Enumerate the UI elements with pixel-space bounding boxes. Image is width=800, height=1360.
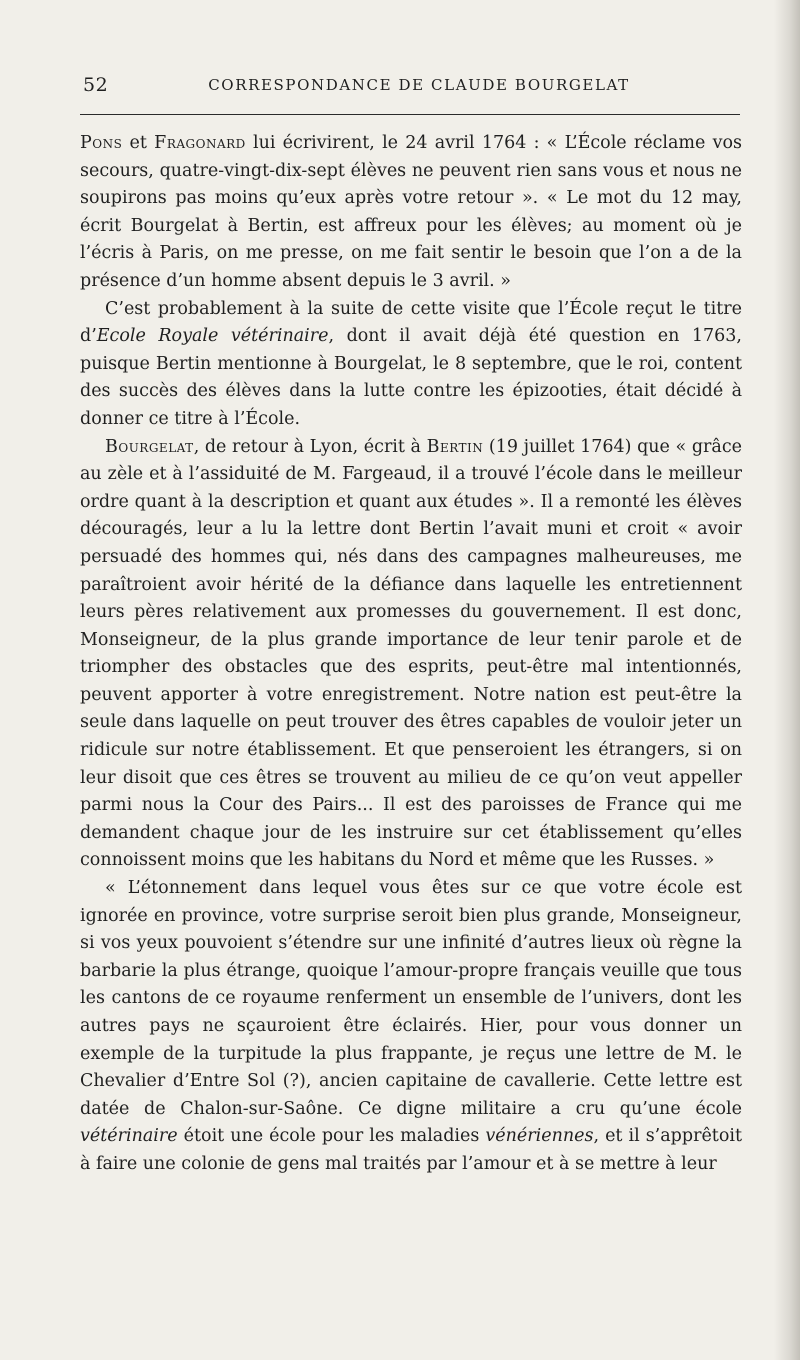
name-bourgelat: Bourgelat — [105, 436, 194, 457]
paragraph-4-italic-b: vénériennes — [485, 1126, 594, 1147]
paragraph-2-text-a: C’est probablement à la suite de cette visite que l’École reçut le titre d’ — [80, 298, 742, 347]
page-edge-shadow — [774, 0, 800, 1360]
paragraph-1 — [80, 130, 742, 296]
running-title: CORRESPONDANCE DE CLAUDE BOURGELAT — [208, 76, 630, 94]
paragraph-4-text-a: « L’étonnement dans lequel vous êtes sur ce que votre école est ignorée en province, votre surprise seroit bien plus grande, Monseigneur, si vos yeux pouvoient s’étendre sur une infinité d’autres lieux où règne la barbarie la plus étrange, quoique l’amour-propre français veuille que tous les cantons de ce royaume renferment un ensemble de l’univers, dont les autres pays ne sçauroient être éclairés. Hier, pour vous donner un exemple de la turpitude la plus frappante, je reçus une lettre de M. le Chevalier d’Entre Sol (?), ancien capitaine de cavallerie. Cette lettre est datée de Chalon-sur-Saône. Ce digne militaire a cru qu’une école — [80, 878, 742, 1119]
author-pons: Pons — [80, 133, 123, 153]
paragraph-4-text-b: étoit une école pour les maladies — [177, 1126, 486, 1147]
paragraph-1-text-a: et — [122, 133, 155, 153]
paragraph-4 — [80, 875, 742, 1179]
paragraph-2-text-b: , dont il avait déjà été question en 1763, puisque Bertin mentionne à Bourgelat, le 8 septembre, que le roi, content des succès des élèves dans la lutte contre les épizooties, était décidé à donner ce titre à l’École. — [80, 326, 742, 429]
paragraph-2-italic: Ecole Royale vétérinaire — [96, 326, 329, 347]
page-number: 52 — [83, 74, 109, 96]
body-text — [80, 130, 742, 1179]
author-fragonard: Fragonard — [154, 133, 246, 153]
paragraph-2 — [80, 296, 742, 434]
header-rule — [80, 114, 740, 115]
paragraph-3 — [80, 434, 742, 876]
page-header — [80, 74, 740, 104]
name-bertin: Bertin — [426, 436, 484, 457]
paragraph-1-text-b: lui écrivirent, le 24 avril 1764 : « L’École réclame vos secours, quatre-vingt-dix-sept élèves ne peuvent rien sans vous et nous ne soupirons pas moins qu’eux après votre retour ». « Le mot du 12 may, écrit Bourgelat à Bertin, est affreux pour les élèves; au moment où je l’écris à Paris, on me presse, on me fait sentir le besoin que l’on a de la présence d’un homme absent depuis le 3 avril. » — [80, 133, 743, 291]
paragraph-4-italic-a: vétérinaire — [80, 1126, 178, 1147]
paragraph-4-text-c: , et il s’apprêtoit à faire une colonie de gens mal traités par l’amour et à se mettre à leur — [80, 1126, 743, 1174]
paragraph-3-text-b: (19 juillet 1764) que « grâce au zèle et à l’assiduité de M. Fargeaud, il a trouvé l’école dans le meilleur ordre quant à la description et quant aux études ». Il a remonté les élèves découragés, leur a lu la lettre dont Bertin l’avait muni et croit « avoir persuadé des hommes qui, nés dans des campagnes malheureuses, me paraîtroient avoir hérité de la défiance dans laquelle les entretiennent leurs pères relativement aux promesses du gouvernement. Il est donc, Monseigneur, de la plus grande importance de leur tenir parole et de triompher des obstacles que des esprits, peut-être mal intentionnés, peuvent apporter à votre enregistrement. Notre nation est peut-être la seule dans laquelle on peut trouver des êtres capables de vouloir jeter un ridicule sur notre établissement. Et que penseroient les étrangers, si on leur disoit que ces êtres se trouvent au milieu de ce qu’on veut appeller parmi nous la Cour des Pairs... Il est des paroisses de France qui me demandent chaque jour de les instruire sur cet établissement qu’elles connoissent moins que les habitans du Nord et même que les Russes. » — [80, 436, 742, 871]
paragraph-3-text-a: , de retour à Lyon, écrit à — [193, 436, 427, 457]
